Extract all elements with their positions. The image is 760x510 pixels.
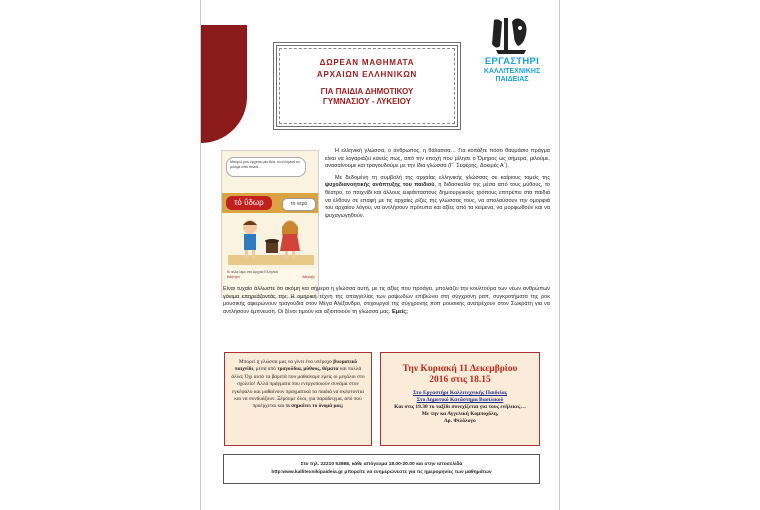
event-details-box [380, 352, 540, 446]
theatre-mask-icon [486, 16, 536, 56]
children-drawing-icon [228, 217, 314, 265]
illustration-caption: Κι άλλα λέμε στα Αρχαία Ελληνικά Ἀθήνησι Ἀθήναζε [225, 269, 317, 295]
event-adult-session: Και στις 19.30 το ταξίδι συνεχίζεται για τους ενήλικες… Με την κα Αγγελική Κομποχόλη, Δρ. Φιλόλογο [394, 404, 526, 424]
contact-footer [223, 454, 540, 484]
ancient-word-label: τό ὕδωρ [226, 196, 272, 210]
intro-text [325, 148, 550, 224]
flyer-page [200, 0, 560, 510]
greek-key-frame [273, 42, 461, 130]
game-invitation-box: Μπορεί η γλώσσα μας να γίνει ένα υπέροχο βιωματικό παιχνίδι, μέσα από τραγούδια, μύθους, θέματα και πολλά άλλα; Όχι αυτά τα βαρετά που μαθαίναμε εμείς οι μεγάλοι στο σχολείο! Αλλά πράγματα που ενεργοποιούν συνάμα στον εγκέφαλο και μαθαίνουν πραγματικά τα παιδιά να σκέφτονται και να συνδυάζουν. Ξέρουμε όλοι, για παράδειγμα, από πού προέρχεται και τι σημαίνει το όνομά μας; [224, 352, 372, 446]
logo-text-main: ΕΡΓΑΣΤΗΡΙ [484, 56, 540, 67]
audience-subtitle: ΓΙΑ ΠΑΙΔΙΑ ΔΗΜΟΤΙΚΟΥ ΓΥΜΝΑΣΙΟΥ - ΛΥΚΕΙΟΥ [320, 87, 414, 106]
red-corner-decoration [201, 25, 247, 143]
intro-paragraph-1: Η ελληνική γλώσσα, ο άνθρωπος, η θάλασσα… Για κοιτάξτε πόσο θαυμάσιο πράγμα είναι να λογαριάζει κανείς πως, από την εποχή που μίλησε ο Όμηρος ως σήμερα, μιλούμε, ανασαίνουμε και τραγουδούμε με την ίδια γλώσσα (Γ΄ Σεφέρης, Δοκιμές Α΄). [325, 148, 550, 170]
intro-text-continued [223, 286, 550, 316]
contact-phone: Στο τηλ. 22210 53868, κάθε απόγευμα 18.00-20.00 και στην ιστοσελίδα [300, 462, 463, 467]
logo-text-sub: ΚΑΛΛΙΤΕΧΝΙΚΗΣ ΠΑΙΔΕΙΑΣ [483, 68, 541, 83]
event-date: Την Κυριακή 11 Δεκεμβρίου 2016 στις 18.15 [402, 364, 518, 385]
intro-paragraph-2: Με δεδομένη τη συμβολή της αρχαίας ελληνικής γλώσσας σε καίριους τομείς της ψυχοδιανοητικής ανάπτυξης του παιδιού, η διδασκαλία της μέσα από τους μύθους, το θέατρο, το παιχνίδι και άλλους ευφάνταστους δημιουργικούς τρόπους επιτρέπει στα παιδιά να έλθουν σε επαφή με τις αρχαίες ρίζες της γλώσσας τους, να απολαύσουν την ομορφιά του αρχαίου λόγου, να αντλήσουν πρότυπα και αξίες από τα κείμενα, να μορφωθούν και να ψυχαγωγηθούν. [325, 174, 550, 219]
speech-bubble: Μπορώ μου έρχεται μια ιδέα, τα ελληνικά τα μιλάμε από παλιά... [226, 157, 306, 177]
modern-word-label: το νερό [282, 198, 316, 211]
contact-website-link[interactable]: http:www.kallitexnikipaideia.gr μπορείτε να ενημερώνεστε για τις ημερομηνίες των μαθημάτων [271, 470, 492, 475]
main-title: ΔΩΡΕΑΝ ΜΑΘΗΜΑΤΑ ΑΡΧΑΙΩΝ ΕΛΛΗΝΙΚΩΝ [316, 58, 418, 79]
title-box [273, 42, 461, 130]
intro-paragraph-3: Είναι τυχαίο άλλωστε ότι ακόμη και σήμερα η γλώσσα αυτή, με τις αξίες που προάγει, μπολιάζει την κουλτούρα των νέων ανθρώπων γόνιμα επηρεάζοντάς την; Η ομηρική τέχνη της απαγγελίας των ραψωδών επιβιώνει στη σύγχρονη ραπ, συγκροτήματα της ροκ μουσικής αφιερώνουν τραγούδια στον Μέγα Αλέξανδρο, στιχουργοί της σύγχρονης ποπ μουσικής ανατρέχουν στον Σωκράτη για να αντλήσουν έμπνευση. Οι ξένοι τιμούν και αξιοποιούν τη γλώσσα μας. Εμείς; [223, 286, 550, 315]
workshop-logo [466, 16, 558, 88]
event-venue: Στο Εργαστήρι Καλλιτεχνικής Παιδείας Στο Δημοτικό Κατάστημα Βασιλικού [412, 390, 508, 403]
book-cover-illustration [221, 150, 319, 298]
